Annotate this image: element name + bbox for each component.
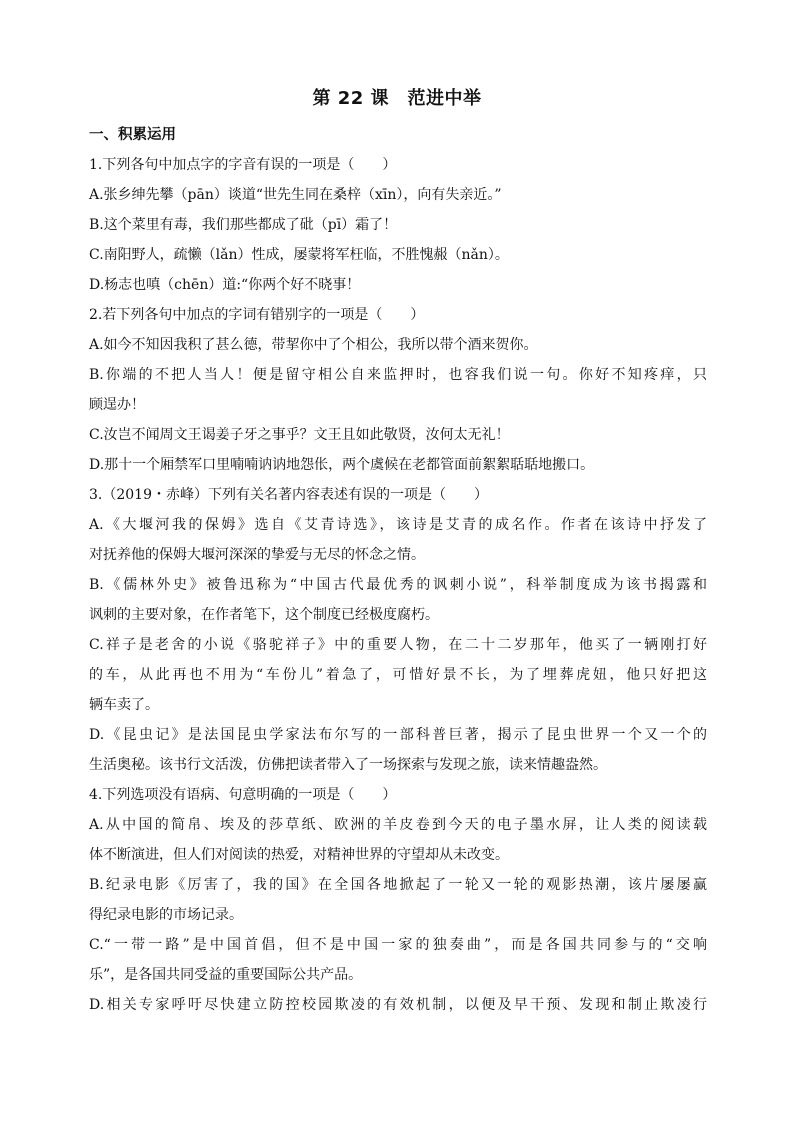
lesson-title: 第 22 课 范进中举 bbox=[312, 88, 482, 109]
section-heading: 一、积累运用 bbox=[89, 127, 176, 143]
question-1-option-b: B.这个菜里有毒，我们那些都成了砒（pī）霜了！ bbox=[89, 217, 398, 233]
question-1-option-d: D.杨志也嗔（chēn）道:“你两个好不晓事！ bbox=[89, 277, 361, 293]
question-4-option-c-line-2: 乐”，是各国共同受益的重要国际公共产品。 bbox=[89, 967, 363, 983]
question-4-option-b-line-1: B.纪录电影《厉害了，我的国》在全国各地掀起了一轮又一轮的观影热潮，该片屡屡赢 bbox=[89, 877, 707, 893]
question-3-option-b-line-2: 讽刺的主要对象，在作者笔下，这个制度已经极度腐朽。 bbox=[89, 607, 439, 623]
question-4-option-a-line-1: A.从中国的简帛、埃及的莎草纸、欧洲的羊皮卷到今天的电子墨水屏，让人类的阅读载 bbox=[89, 817, 707, 833]
question-3-option-d-line-2: 生活奥秘。该书行文活泼，仿佛把读者带入了一场探索与发现之旅，读来情趣盎然。 bbox=[89, 757, 607, 773]
question-3-option-a-line-1: A.《大堰河我的保姆》选自《艾青诗选》，该诗是艾青的成名作。作者在该诗中抒发了 bbox=[89, 517, 707, 533]
question-3-option-c-line-2: 的车，从此再也不用为“车份儿”着急了，可惜好景不长，为了埋葬虎妞，他只好把这 bbox=[89, 667, 707, 683]
question-1-option-a: A.张乡绅先攀（pān）谈道“世先生同在桑梓（xīn），向有失亲近。” bbox=[89, 187, 502, 203]
question-body bbox=[89, 150, 707, 1020]
question-2-stem: 2.若下列各句中加点的字词有错别字的一项是（ ） bbox=[89, 307, 425, 323]
question-3-option-b-line-1: B.《儒林外史》被鲁迅称为“中国古代最优秀的讽刺小说”，科举制度成为该书揭露和 bbox=[89, 577, 707, 593]
question-2-option-c: C.汝岂不闻周文王谒姜子牙之事乎？文王且如此敬贤，汝何太无礼！ bbox=[89, 427, 510, 443]
question-1-option-c: C.南阳野人，疏懒（lǎn）性成，屡蒙将军枉临，不胜愧赧（nǎn）。 bbox=[89, 247, 509, 263]
question-4-option-a-line-2: 体不断演进，但人们对阅读的热爱，对精神世界的守望却从未改变。 bbox=[89, 847, 509, 863]
question-2-option-a: A.如今不知因我积了甚么德，带挈你中了个相公，我所以带个酒来贺你。 bbox=[89, 337, 538, 353]
question-2-option-b-line-2: 顾逞办！ bbox=[89, 397, 145, 413]
question-3-option-c-line-1: C.祥子是老舍的小说《骆驼祥子》中的重要人物，在二十二岁那年，他买了一辆刚打好 bbox=[89, 637, 707, 653]
question-2-option-d: D.那十一个厢禁军口里喃喃讷讷地怨伥，两个虞候在老都管面前絮絮聒聒地搬口。 bbox=[89, 457, 595, 473]
question-3-option-c-line-3: 辆车卖了。 bbox=[89, 697, 159, 713]
question-4-option-d-line-1: D.相关专家呼吁尽快建立防控校园欺凌的有效机制，以便及早干预、发现和制止欺凌行 bbox=[89, 997, 707, 1013]
question-4-stem: 4.下列选项没有语病、句意明确的一项是（ ） bbox=[89, 787, 397, 803]
question-3-stem: 3.（2019・赤峰）下列有关名著内容表述有误的一项是（ ） bbox=[89, 487, 488, 503]
question-4-option-b-line-2: 得纪录电影的市场记录。 bbox=[89, 907, 243, 923]
question-2-option-b-line-1: B.你端的不把人当人！便是留守相公自来监押时，也容我们说一句。你好不知疼痒，只 bbox=[89, 367, 707, 383]
question-3-option-d-line-1: D.《昆虫记》是法国昆虫学家法布尔写的一部科普巨著，揭示了昆虫世界一个又一个的 bbox=[89, 727, 707, 743]
question-4-option-c-line-1: C.“一带一路”是中国首倡，但不是中国一家的独奏曲”，而是各国共同参与的“交响 bbox=[89, 937, 707, 953]
question-3-option-a-line-2: 对抚养他的保姆大堰河深深的挚爱与无尽的怀念之情。 bbox=[89, 547, 425, 563]
question-1-stem: 1.下列各句中加点字的字音有误的一项是（ ） bbox=[89, 157, 397, 173]
